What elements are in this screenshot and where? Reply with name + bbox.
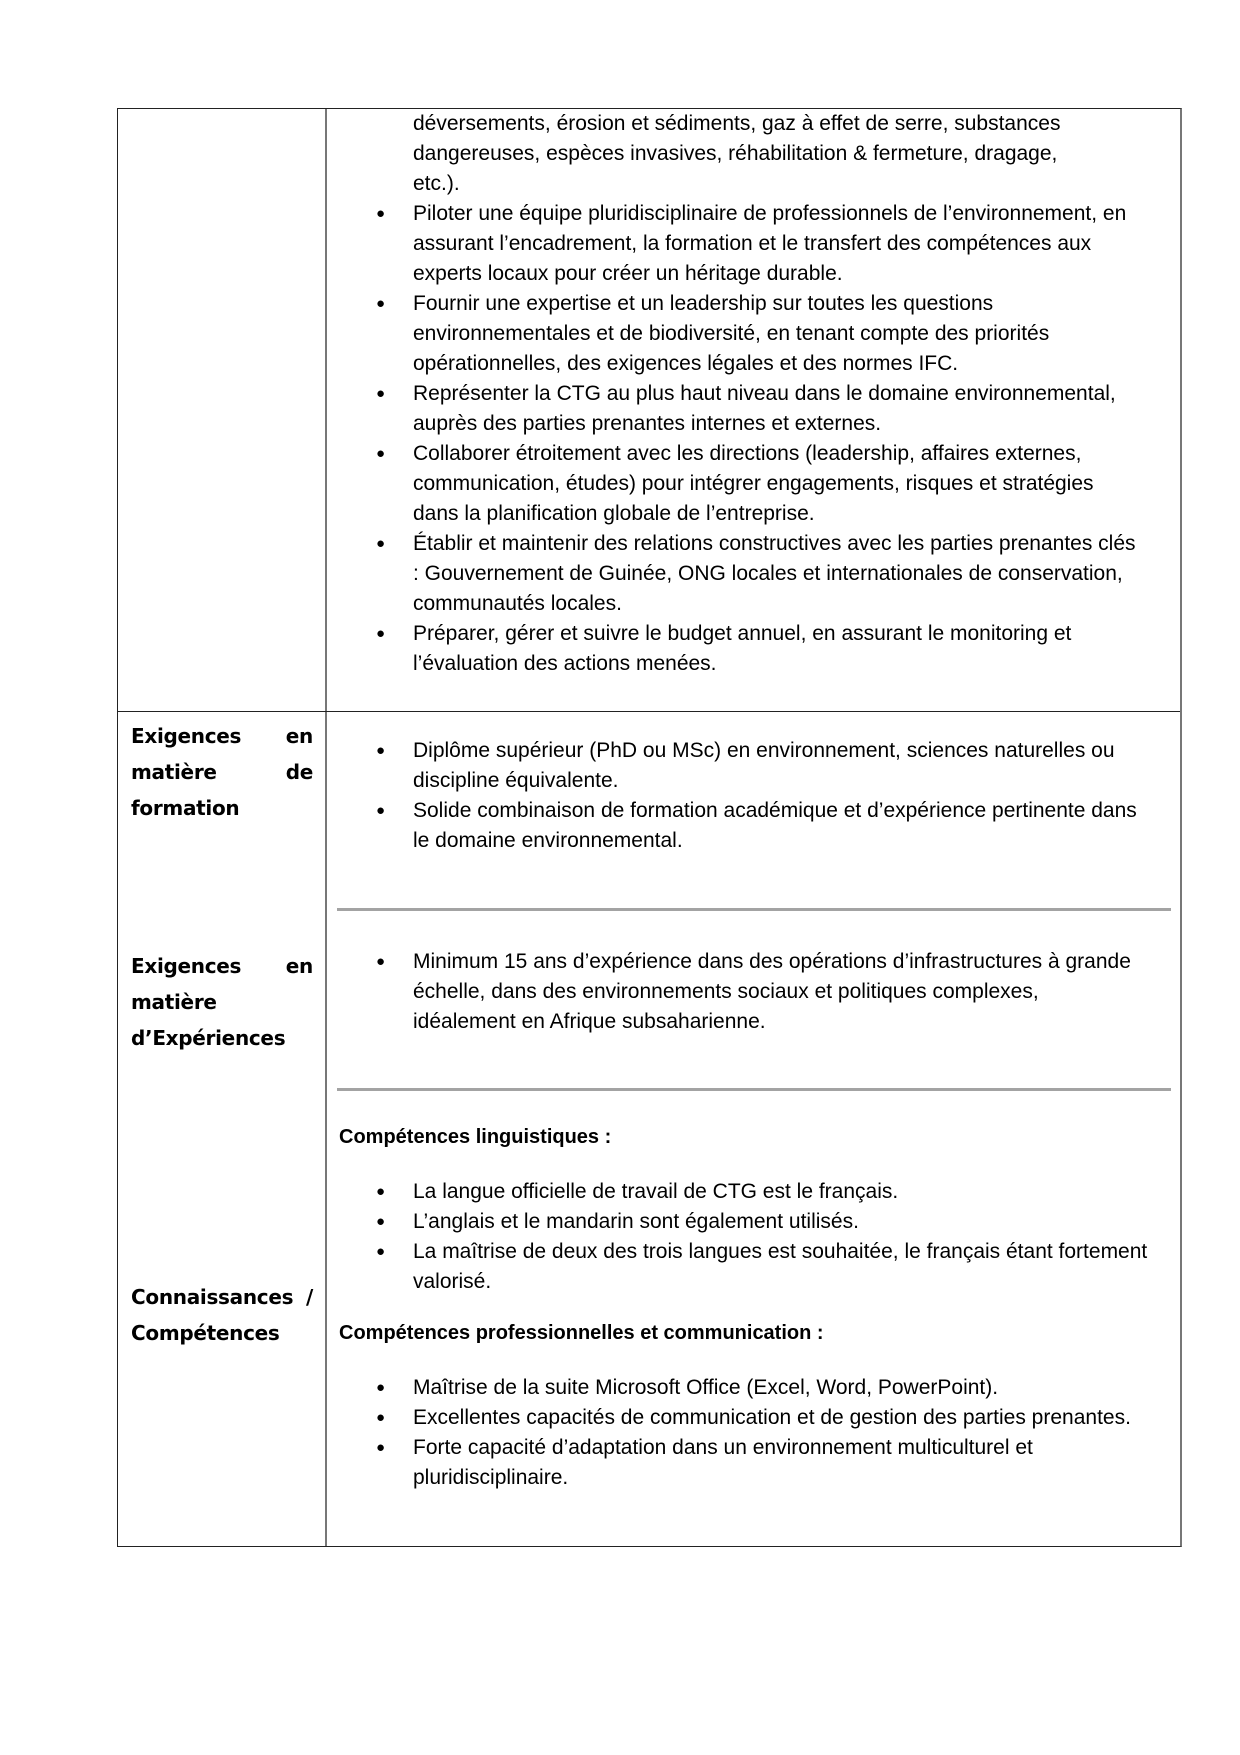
list-item: ● Représenter la CTG au plus haut niveau dans le domaine environnemental, auprès des parties prenantes internes et externes. xyxy=(413,379,1139,439)
linguistic-list xyxy=(339,1177,1169,1297)
list-item: ● L’anglais et le mandarin sont également utilisés. xyxy=(413,1207,1169,1237)
continuation-line: déversements, érosion et sédiments, gaz à effet de serre, substances xyxy=(413,112,1061,135)
formation-block xyxy=(339,736,1139,856)
label-word: Compétences xyxy=(131,1321,280,1345)
list-item: ● Excellentes capacités de communication et de gestion des parties prenantes. xyxy=(413,1403,1173,1433)
label-experience xyxy=(131,948,313,1056)
list-item: ● Diplôme supérieur (PhD ou MSc) en environnement, sciences naturelles ou discipline équivalente. xyxy=(413,736,1139,796)
linguistic-heading: Compétences linguistiques : xyxy=(339,1126,612,1148)
list-item: ● Minimum 15 ans d’expérience dans des opérations d’infrastructures à grande échelle, dans des environnements sociaux et politiques complexes, idéalement en Afrique subsaharienne. xyxy=(413,947,1139,1037)
list-item: ● Collaborer étroitement avec les directions (leadership, affaires externes, communication, études) pour intégrer engagements, risques et stratégies dans la planification globale de l’entreprise. xyxy=(413,439,1139,529)
responsibilities-list xyxy=(339,199,1139,679)
label-competences xyxy=(131,1279,313,1351)
formation-list xyxy=(339,736,1139,856)
label-word: Exigences xyxy=(131,724,242,748)
job-description-table xyxy=(117,108,1182,1547)
list-item: ● Fournir une expertise et un leadership sur toutes les questions environnementales et de biodiversité, en tenant compte des priorités opérationnelles, des exigences légales et des normes IFC. xyxy=(413,289,1139,379)
list-item: ● Établir et maintenir des relations constructives avec les parties prenantes clés : Gouvernement de Guinée, ONG locales et internationales de conservation, communautés locales. xyxy=(413,529,1139,619)
label-word: Connaissances xyxy=(131,1285,294,1309)
section-separator xyxy=(337,908,1171,911)
list-item: ● La langue officielle de travail de CTG est le français. xyxy=(413,1177,1169,1207)
professional-heading: Compétences professionnelles et communication : xyxy=(339,1322,824,1344)
responsibilities-block xyxy=(339,109,1139,679)
competences-block xyxy=(339,1122,1169,1493)
list-item: ● Piloter une équipe pluridisciplinaire de professionnels de l’environnement, en assurant l’encadrement, la formation et le transfert des compétences aux experts locaux pour créer un héritage durable. xyxy=(413,199,1139,289)
professional-list xyxy=(339,1373,1173,1493)
label-word: de xyxy=(285,760,313,784)
list-item: ● Préparer, gérer et suivre le budget annuel, en assurant le monitoring et l’évaluation des actions menées. xyxy=(413,619,1139,679)
label-word: en xyxy=(285,724,313,748)
list-item: ● La maîtrise de deux des trois langues est souhaitée, le français étant fortement valorisé. xyxy=(413,1237,1169,1297)
experience-list xyxy=(339,947,1139,1037)
list-item: ● Solide combinaison de formation académique et d’expérience pertinente dans le domaine environnemental. xyxy=(413,796,1139,856)
list-item: ● Maîtrise de la suite Microsoft Office (Excel, Word, PowerPoint). xyxy=(413,1373,1173,1403)
label-word: d’Expériences xyxy=(131,1026,286,1050)
label-formation xyxy=(131,718,313,826)
experience-block xyxy=(339,947,1139,1037)
list-item: ● Forte capacité d’adaptation dans un environnement multiculturel et pluridisciplinaire. xyxy=(413,1433,1173,1493)
label-word: / xyxy=(305,1285,313,1309)
label-word: en xyxy=(285,954,313,978)
label-word: Exigences xyxy=(131,954,242,978)
column-divider xyxy=(325,109,327,1546)
row-divider xyxy=(118,711,1180,712)
label-word: formation xyxy=(131,796,240,820)
continuation-line: etc.). xyxy=(413,172,460,195)
label-word: matière xyxy=(131,760,217,784)
continuation-line: dangereuses, espèces invasives, réhabilitation & fermeture, dragage, xyxy=(413,142,1058,165)
label-word: matière xyxy=(131,990,217,1014)
section-separator xyxy=(337,1088,1171,1091)
